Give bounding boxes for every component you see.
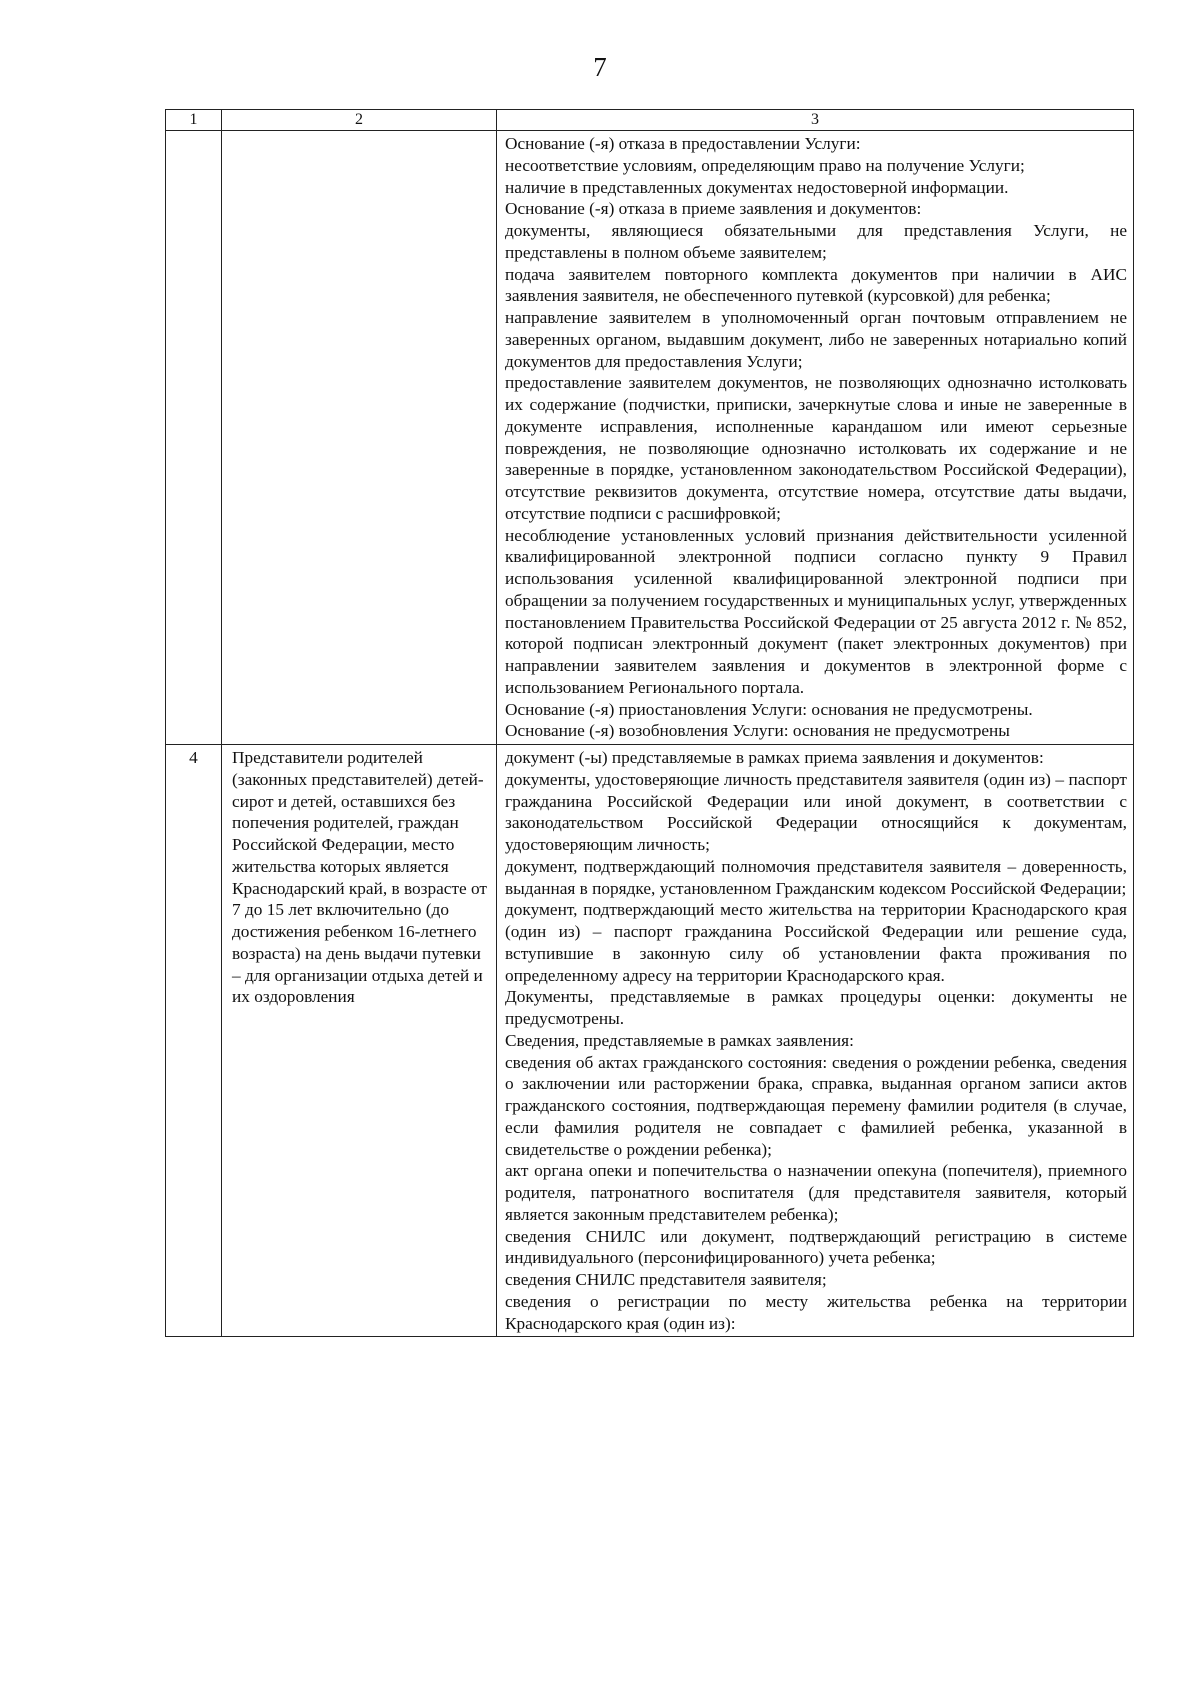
paragraph: документы, удостоверяющие личность представителя заявителя (один из) – паспорт гражданина Российской Федерации или иной документ, в соответствии с законодательством Российской Федерации относящийся к документам, удостоверяющим личность; <box>505 769 1127 854</box>
table-row <box>166 131 1134 745</box>
paragraph: несоблюдение установленных условий признания действительности усиленной квалифицированной электронной подписи согласно пункту 9 Правил использования усиленной квалифицированной электронной подписи при обращении за получением государственных и муниципальных услуг, утвержденных постановлением Правительства Российской Федерации от 25 августа 2012 г. № 852, которой подписан электронный документ (пакет электронных документов) при направлении заявителем заявления и документов в электронной форме с использованием Регионального портала. <box>505 525 1127 697</box>
paragraph: документ, подтверждающий место жительства на территории Краснодарского края (один из) – паспорт гражданина Российской Федерации или решение суда, вступившие в законную силу об установлении факта проживания по определенному адресу на территории Краснодарского края. <box>505 900 1127 985</box>
paragraph: сведения СНИЛС или документ, подтверждающий регистрацию в системе индивидуального (персонифицированного) учета ребенка; <box>505 1226 1127 1268</box>
applicant-category-cell <box>222 131 497 745</box>
paragraph: Документы, представляемые в рамках процедуры оценки: документы не предусмотрены. <box>505 987 1127 1028</box>
table-row <box>166 745 1134 1337</box>
header-cell-3: 3 <box>497 110 1134 131</box>
paragraph: наличие в представленных документах недостоверной информации. <box>505 177 1009 197</box>
applicant-category-cell: Представители родителей (законных представителей) детей-сирот и детей, оставшихся без попечения родителей, граждан Российской Федерации, место жительства которых является Краснодарский край, в возрасте от 7 до 15 лет включительно (до достижения ребенком 16-летнего возраста) на день выдачи путевки – для организации отдыха детей и их оздоровления <box>222 745 497 1337</box>
paragraph: Сведения, представляемые в рамках заявления: <box>505 1030 854 1050</box>
paragraph: Основание (-я) отказа в приеме заявления и документов: <box>505 199 922 219</box>
row-number: 4 <box>166 745 222 1337</box>
paragraph: документы, являющиеся обязательными для представления Услуги, не представлены в полном объеме заявителем; <box>505 221 1127 262</box>
table-header-row <box>166 110 1134 131</box>
paragraph: акт органа опеки и попечительства о назначении опекуна (попечителя), приемного родителя, патронатного воспитателя (для представителя заявителя, который является законным представителем ребенка); <box>505 1161 1127 1224</box>
details-cell <box>497 131 1134 745</box>
paragraph: направление заявителем в уполномоченный орган почтовым отправлением не заверенных органом, выдавшим документ, либо не заверенных нотариально копий документов для предоставления Услуги; <box>505 308 1127 371</box>
paragraph: предоставление заявителем документов, не позволяющих однозначно истолковать их содержание (подчистки, приписки, зачеркнутые слова и иные не заверенные в документе исправления, исполненные карандашом или имеют серьезные повреждения, не позволяющие однозначно истолковать их содержание и не заверенные в порядке, установленном законодательством Российской Федерации), отсутствие реквизитов документа, отсутствие номера, отсутствие даты выдачи, отсутствие подписи с расшифровкой; <box>505 373 1127 523</box>
paragraph: Основание (-я) приостановления Услуги: основания не предусмотрены. <box>505 699 1033 719</box>
paragraph: сведения об актах гражданского состояния: сведения о рождении ребенка, сведения о заключении или расторжении брака, справка, выданная органом записи актов гражданского состояния, подтверждающая перемену фамилии родителя (в случае, если фамилия родителя не совпадает с фамилией ребенка, указанной в свидетельстве о рождении ребенка); <box>505 1052 1127 1159</box>
header-cell-2: 2 <box>222 110 497 131</box>
header-cell-1: 1 <box>166 110 222 131</box>
paragraph: Основание (-я) отказа в предоставлении Услуги: <box>505 134 861 153</box>
page-number: 7 <box>593 52 607 82</box>
paragraph: сведения СНИЛС представителя заявителя; <box>505 1270 827 1289</box>
row-number <box>166 131 222 745</box>
paragraph: документ, подтверждающий полномочия представителя заявителя – доверенность, выданная в порядке, установленном Гражданским кодексом Российской Федерации; <box>505 856 1127 898</box>
paragraph: Основание (-я) возобновления Услуги: основания не предусмотрены <box>505 721 1010 741</box>
document-table <box>165 109 1134 1337</box>
paragraph: подача заявителем повторного комплекта документов при наличии в АИС заявления заявителя, не обеспеченного путевкой (курсовкой) для ребенка; <box>505 264 1127 306</box>
paragraph: несоответствие условиям, определяющим право на получение Услуги; <box>505 155 1025 175</box>
paragraph: сведения о регистрации по месту жительства ребенка на территории Краснодарского края (один из): <box>505 1291 1127 1333</box>
paragraph: документ (-ы) представляемые в рамках приема заявления и документов: <box>505 748 1044 767</box>
details-cell <box>497 745 1134 1337</box>
